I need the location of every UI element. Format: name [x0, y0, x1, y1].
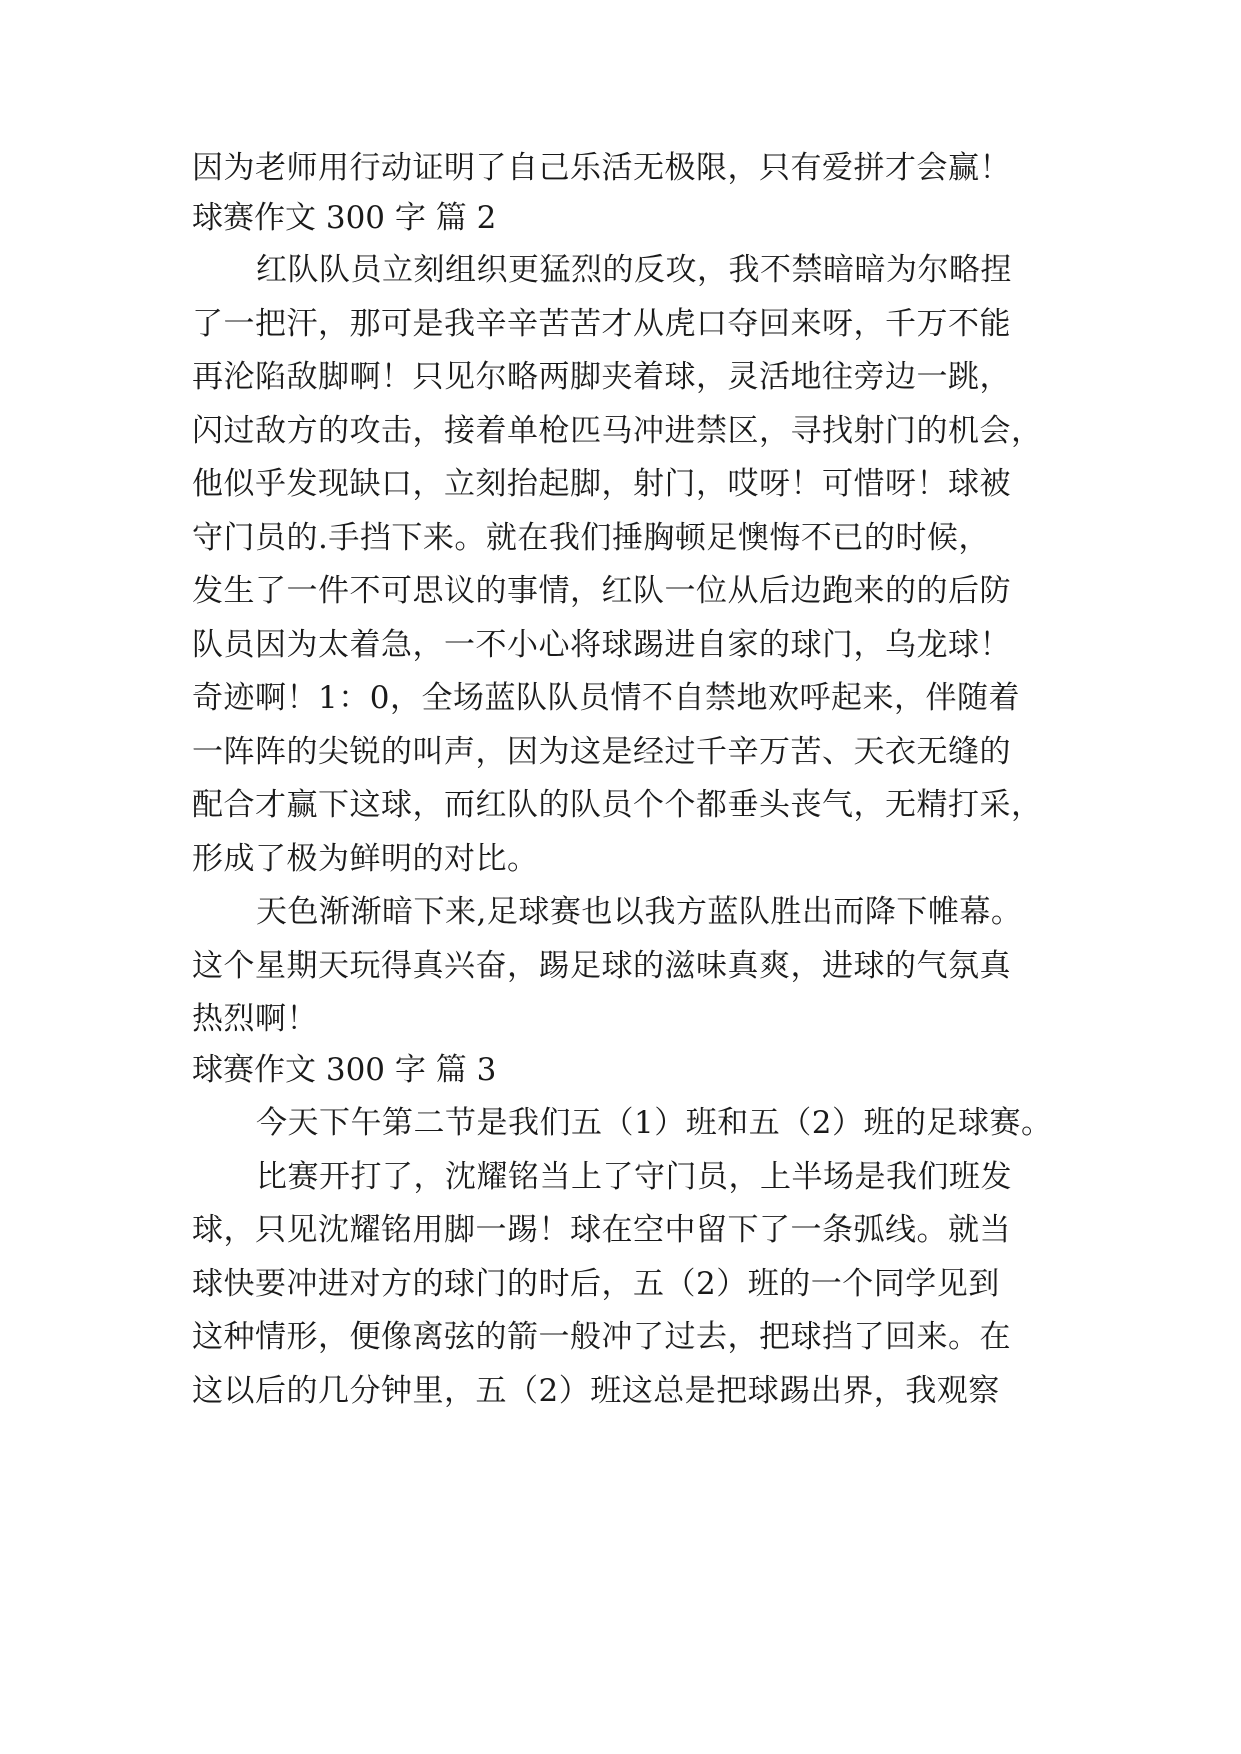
- text-line: 守门员的.手挡下来。就在我们捶胸顿足懊悔不已的时候，: [192, 520, 990, 556]
- text-line: 这个星期天玩得真兴奋，踢足球的滋味真爽，进球的气氛真: [192, 948, 1011, 984]
- text-line: 热烈啊！: [192, 1001, 318, 1037]
- text-line: 他似乎发现缺口，立刻抬起脚，射门，哎呀！可惜呀！球被: [192, 466, 1011, 502]
- text-line: 闪过敌方的攻击，接着单枪匹马冲进禁区，寻找射门的机会，: [192, 413, 1043, 449]
- text-line: 队员因为太着急，一不小心将球踢进自家的球门，乌龙球！: [192, 627, 1011, 663]
- text-line: 因为老师用行动证明了自己乐活无极限，只有爱拼才会赢！: [192, 150, 1011, 186]
- paragraph-first-line: 天色渐渐暗下来,足球赛也以我方蓝队胜出而降下帷幕。: [256, 894, 1023, 930]
- section-heading: 球赛作文 300 字 篇 3: [192, 1052, 497, 1088]
- text-line: 球，只见沈耀铭用脚一踢！球在空中留下了一条弧线。就当: [192, 1212, 1011, 1248]
- text-line: 了一把汗，那可是我辛辛苦苦才从虎口夺回来呀，千万不能: [192, 306, 1011, 342]
- text-line: 奇迹啊！1：0，全场蓝队队员情不自禁地欢呼起来，伴随着: [192, 680, 1020, 716]
- text-line: 形成了极为鲜明的对比。: [192, 841, 539, 877]
- text-line: 再沦陷敌脚啊！只见尔略两脚夹着球，灵活地往旁边一跳，: [192, 359, 1011, 395]
- text-line: 这种情形，便像离弦的箭一般冲了过去，把球挡了回来。在: [192, 1319, 1011, 1355]
- text-line: 这以后的几分钟里，五（2）班这总是把球踢出界，我观察: [192, 1373, 1000, 1409]
- document-page: [192, 0, 1072, 1754]
- section-heading: 球赛作文 300 字 篇 2: [192, 200, 497, 236]
- text-line: 发生了一件不可思议的事情，红队一位从后边跑来的的后防: [192, 573, 1011, 609]
- text-line: 球快要冲进对方的球门的时后，五（2）班的一个同学见到: [192, 1266, 1000, 1302]
- paragraph-first-line: 今天下午第二节是我们五（1）班和五（2）班的足球赛。: [256, 1105, 1053, 1141]
- paragraph-first-line: 红队队员立刻组织更猛烈的反攻，我不禁暗暗为尔略捏: [256, 252, 1012, 288]
- paragraph-first-line: 比赛开打了，沈耀铭当上了守门员，上半场是我们班发: [256, 1159, 1012, 1195]
- text-line: 配合才赢下这球，而红队的队员个个都垂头丧气，无精打采，: [192, 787, 1043, 823]
- text-line: 一阵阵的尖锐的叫声，因为这是经过千辛万苦、天衣无缝的: [192, 734, 1011, 770]
